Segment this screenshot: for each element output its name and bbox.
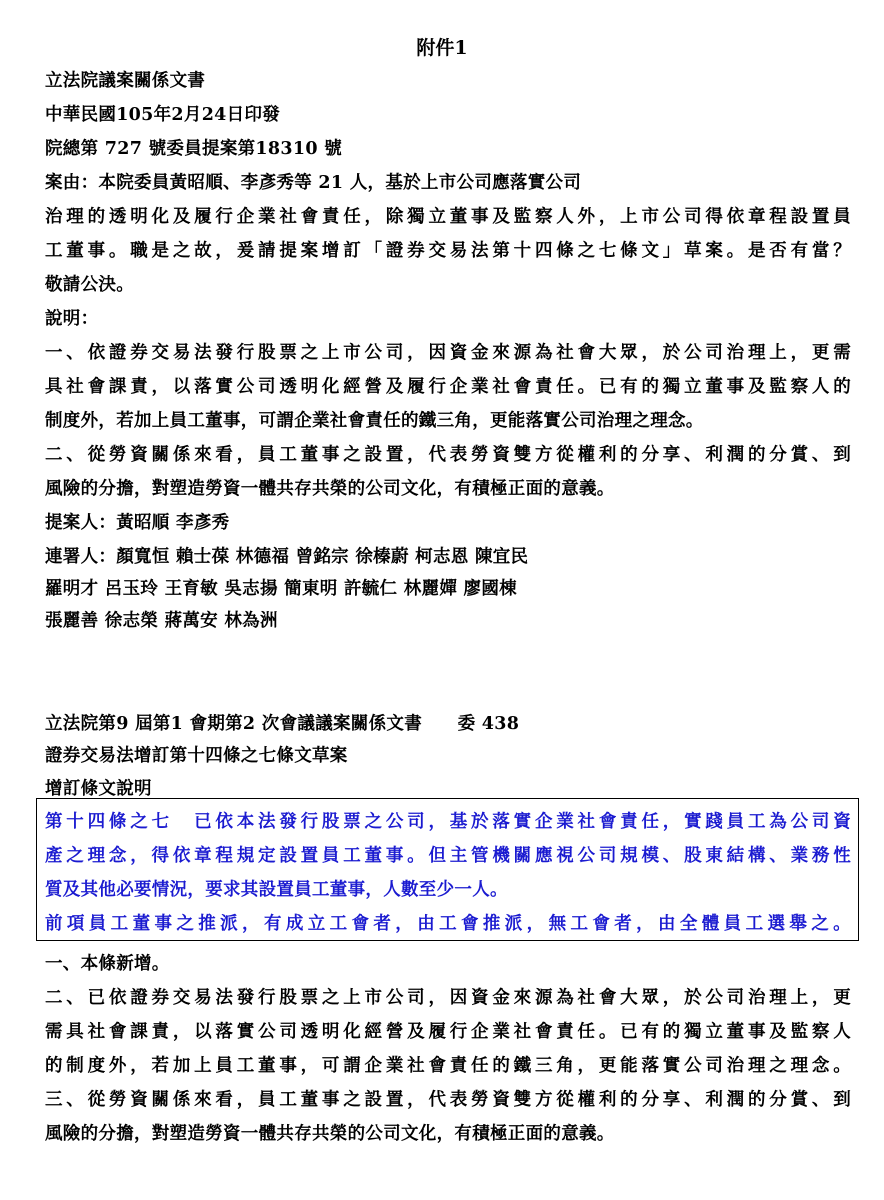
doc1-cosigners-line: 連署人：顏寬恒 賴士葆 林德福 曾銘宗 徐榛蔚 柯志恩 陳宜民 bbox=[45, 547, 529, 567]
article-line: 前項員工董事之推派，有成立工會者，由工會推派，無工會者，由全體員工選舉之。 bbox=[45, 914, 851, 934]
doc2-heading: 立法院第9 屆第1 會期第2 次會議議案關係文書 委 438 bbox=[45, 714, 520, 734]
doc1-explain-line: 風險的分擔，對塑造勞資一體共存共榮的公司文化，有積極正面的意義。 bbox=[45, 479, 615, 499]
doc2-note-line: 需具社會課責，以落實公司透明化經營及履行企業社會責任。已有的獨立董事及監察人 bbox=[45, 1022, 851, 1042]
doc2-note-line: 二、已依證券交易法發行股票之上市公司，因資金來源為社會大眾，於公司治理上，更 bbox=[45, 988, 851, 1008]
doc2-note-line: 風險的分擔，對塑造勞資一體共存共榮的公司文化，有積極正面的意義。 bbox=[45, 1124, 615, 1144]
doc1-case-line: 敬請公決。 bbox=[45, 275, 134, 295]
doc1-proposers: 提案人：黃昭順 李彥秀 bbox=[45, 513, 230, 533]
doc2-note-line: 三、從勞資關係來看，員工董事之設置，代表勞資雙方從權利的分享、利潤的分賞、到 bbox=[45, 1090, 851, 1110]
doc1-explain-line: 二、從勞資關係來看，員工董事之設置，代表勞資雙方從權利的分享、利潤的分賞、到 bbox=[45, 445, 851, 465]
doc1-explain-label: 說明： bbox=[45, 309, 99, 329]
attachment-title: 附件1 bbox=[416, 37, 468, 59]
doc1-number: 院總第 727 號委員提案第18310 號 bbox=[45, 139, 342, 159]
article-line: 產之理念，得依章程規定設置員工董事。但主管機關應視公司規模、股東結構、業務性 bbox=[45, 846, 851, 866]
doc2-section-label: 增訂條文說明 bbox=[45, 779, 152, 799]
doc1-explain-line: 一、依證券交易法發行股票之上市公司，因資金來源為社會大眾，於公司治理上，更需 bbox=[45, 343, 851, 363]
article-line: 質及其他必要情況，要求其設置員工董事，人數至少一人。 bbox=[45, 880, 508, 900]
doc1-explain-line: 具社會課責，以落實公司透明化經營及履行企業社會責任。已有的獨立董事及監察人的 bbox=[45, 377, 851, 397]
doc1-case-line: 工董事。職是之故，爰請提案增訂「證券交易法第十四條之七條文」草案。是否有當？ bbox=[45, 241, 851, 261]
doc1-case-line: 治理的透明化及履行企業社會責任，除獨立董事及監察人外，上市公司得依章程設置員 bbox=[45, 207, 851, 227]
doc1-explain-line: 制度外，若加上員工董事，可謂企業社會責任的鐵三角，更能落實公司治理之理念。 bbox=[45, 411, 704, 431]
doc1-cosigners-line: 羅明才 呂玉玲 王育敏 吳志揚 簡東明 許毓仁 林麗嬋 廖國棟 bbox=[45, 579, 517, 599]
doc1-date: 中華民國105年2月24日印發 bbox=[45, 105, 281, 125]
article-line: 第十四條之七 已依本法發行股票之公司，基於落實企業社會責任，實踐員工為公司資 bbox=[45, 812, 851, 832]
doc1-cosigners-line: 張麗善 徐志榮 蔣萬安 林為洲 bbox=[45, 611, 278, 631]
doc2-note-line: 一、本條新增。 bbox=[45, 954, 170, 974]
doc1-case-line: 案由：本院委員黃昭順、李彥秀等 21 人，基於上市公司應落實公司 bbox=[45, 173, 582, 193]
doc1-heading: 立法院議案關係文書 bbox=[45, 71, 206, 91]
doc2-subject: 證券交易法增訂第十四條之七條文草案 bbox=[45, 746, 348, 766]
doc2-note-line: 的制度外，若加上員工董事，可謂企業社會責任的鐵三角，更能落實公司治理之理念。 bbox=[45, 1056, 851, 1076]
